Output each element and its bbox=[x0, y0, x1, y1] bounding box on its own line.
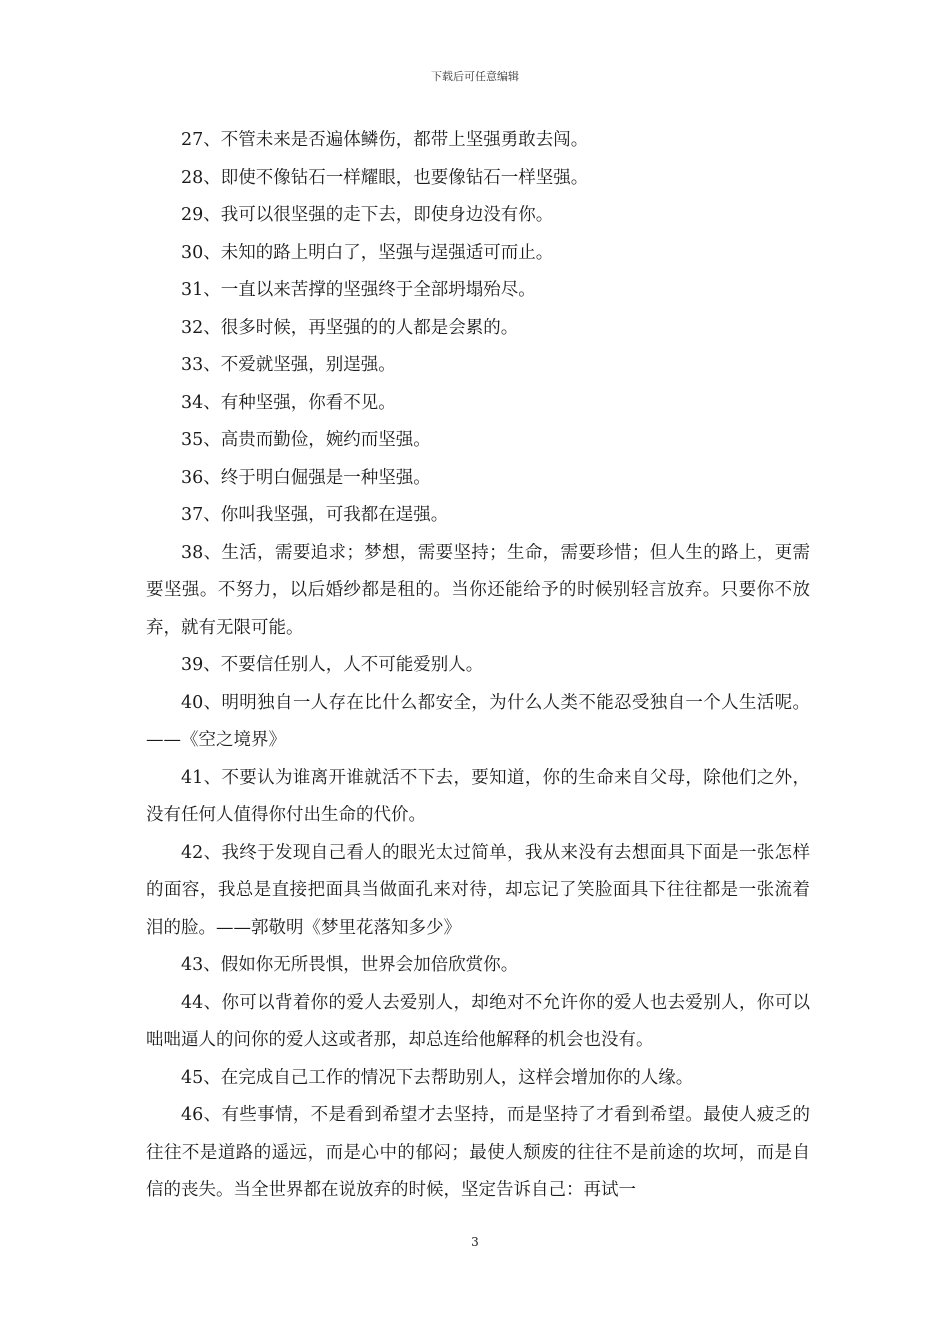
paragraph-36: 36、终于明白倔强是一种坚强。 bbox=[181, 467, 431, 488]
paragraph-41: 41、不要认为谁离开谁就活不下去，要知道，你的生命来自父母，除他们之外，没有任何人值得你付出生命的代价。 bbox=[146, 767, 810, 825]
paragraph-39: 39、不要信任别人，人不可能爱别人。 bbox=[181, 655, 484, 675]
paragraph-33: 33、不爱就坚强，别逞强。 bbox=[181, 355, 396, 375]
paragraph-44: 44、你可以背着你的爱人去爱别人，却绝对不允许你的爱人也去爱别人，你可以咄咄逼人的问你的爱人这或者那，却总连给他解释的机会也没有。 bbox=[146, 992, 810, 1050]
paragraph-30: 30、未知的路上明白了，坚强与逞强适可而止。 bbox=[181, 242, 554, 263]
paragraph-38: 38、生活，需要追求；梦想，需要坚持；生命，需要珍惜；但人生的路上，更需要坚强。不努力，以后婚纱都是租的。当你还能给予的时候别轻言放弃。只要你不放弃，就有无限可能。 bbox=[146, 542, 810, 638]
document-body bbox=[146, 122, 810, 1210]
paragraph-31: 31、一直以来苦撑的坚强终于全部坍塌殆尽。 bbox=[181, 280, 536, 300]
paragraph-40: 40、明明独自一人存在比什么都安全，为什么人类不能忍受独自一个人生活呢。——《空之境界》 bbox=[146, 692, 810, 750]
paragraph-42: 42、我终于发现自己看人的眼光太过简单，我从来没有去想面具下面是一张怎样的面容，我总是直接把面具当做面孔来对待，却忘记了笑脸面具下往往都是一张流着泪的脸。——郭敬明《梦里花落知多少》 bbox=[146, 842, 810, 938]
paragraph-27: 27、不管未来是否遍体鳞伤，都带上坚强勇敢去闯。 bbox=[181, 130, 589, 150]
paragraph-29: 29、我可以很坚强的走下去，即使身边没有你。 bbox=[181, 205, 554, 225]
paragraph-28: 28、即使不像钻石一样耀眼，也要像钻石一样坚强。 bbox=[181, 167, 589, 188]
paragraph-37: 37、你叫我坚强，可我都在逞强。 bbox=[181, 505, 449, 525]
page-number: 3 bbox=[471, 1235, 479, 1249]
paragraph-46: 46、有些事情，不是看到希望才去坚持，而是坚持了才看到希望。最使人疲乏的往往不是道路的遥远，而是心中的郁闷；最使人颓废的往往不是前途的坎坷，而是自信的丧失。当全世界都在说放弃的时候，坚定告诉自己：再试一 bbox=[146, 1105, 810, 1200]
paragraph-35: 35、高贵而勤俭，婉约而坚强。 bbox=[181, 430, 431, 450]
paragraph-45: 45、在完成自己工作的情况下去帮助别人，这样会增加你的人缘。 bbox=[181, 1067, 694, 1088]
paragraph-32: 32、很多时候，再坚强的的人都是会累的。 bbox=[181, 317, 519, 338]
page-header: 下载后可任意编辑 bbox=[431, 70, 519, 83]
paragraph-43: 43、假如你无所畏惧，世界会加倍欣赏你。 bbox=[181, 955, 519, 975]
paragraph-34: 34、有种坚强，你看不见。 bbox=[181, 392, 396, 413]
